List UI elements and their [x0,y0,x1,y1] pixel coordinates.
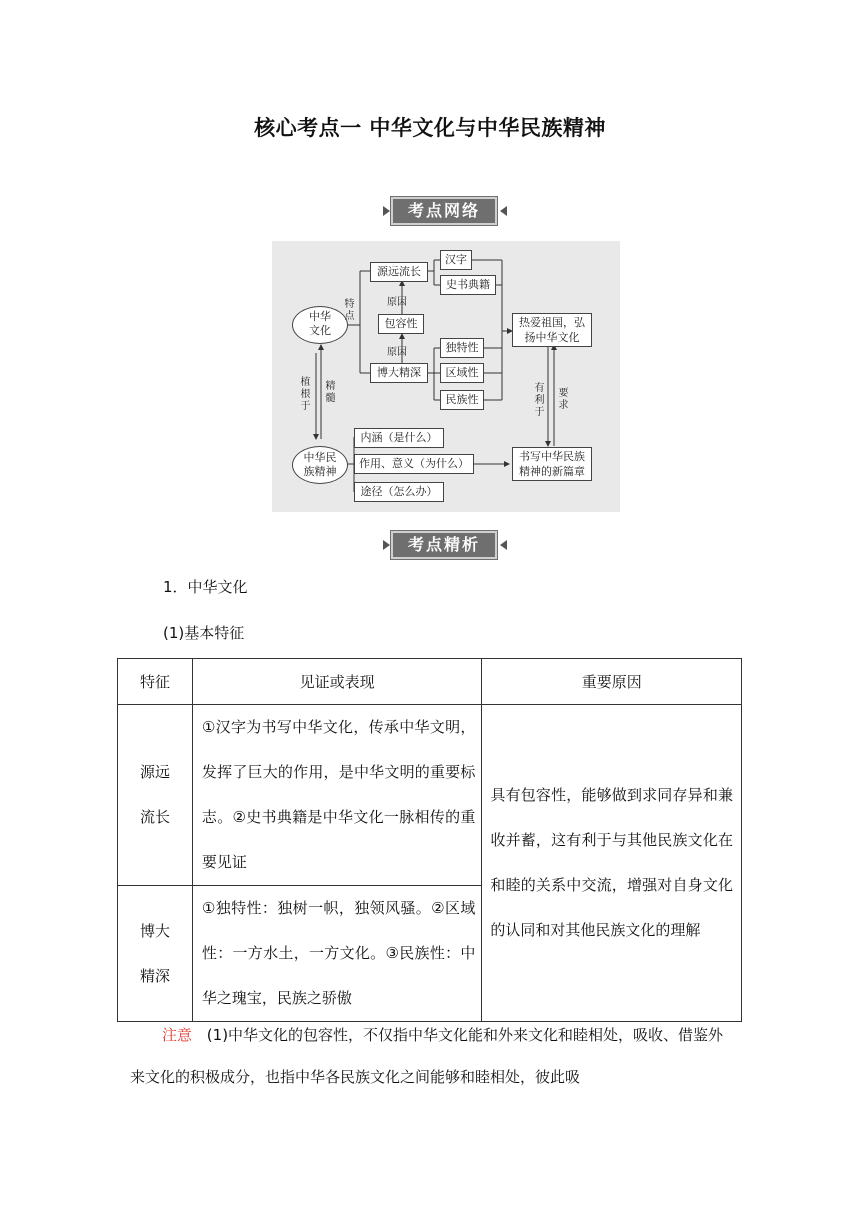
box-shuxie: 书写中华民族 精神的新篇章 [512,447,592,481]
ellipse-chinese-culture: 中华 文化 [292,306,348,344]
evidence-text: ①独特性：独树一帜，独领风骚。②区域性：一方水土，一方文化。③民族性：中华之瑰宝，民族之骄傲 [201,899,476,1007]
note-paragraph [130,1014,734,1098]
label-essence: 精 髓 [325,381,336,404]
table-cell-reason [482,705,742,1022]
box-baorong: 包容性 [378,314,424,334]
box-reai: 热爱祖国，弘 扬中华文化 [512,313,592,347]
box-neihan: 内涵（是什么） [354,428,444,448]
box-tujing: 途径（怎么办） [354,482,444,502]
right-arrow-icon [500,540,507,550]
banner-analysis [387,531,503,559]
box-minzu: 民族性 [440,390,484,410]
table-cell-feature: 源远 流长 [118,705,193,886]
page-title: 核心考点一 中华文化与中华民族精神 [254,116,606,140]
table-row [118,705,742,886]
ellipse-national-spirit: 中华民 族精神 [292,446,348,484]
banner-network [387,197,503,225]
box-dute: 独特性 [440,338,484,358]
box-boda: 博大精深 [370,363,428,383]
box-quyu: 区域性 [440,363,484,383]
label-cause-2: 原因 [387,347,407,358]
reason-text: 具有包容性，能够做到求同存异和兼收并蓄，这有利于与其他民族文化在和睦的关系中交流，增强对自身文化的认同和对其他民族文化的理解 [490,786,733,939]
left-arrow-icon [383,206,390,216]
right-arrow-icon [500,206,507,216]
features-table [117,658,742,1022]
label-require: 要 求 [558,388,569,411]
banner-network-label: 考点网络 [391,197,497,225]
note-text: (1)中华文化的包容性，不仅指中华文化能和外来文化和睦相处，吸收、借鉴外来文化的积极成分，也指中华各民族文化之间能够和睦相处，彼此吸 [130,1026,724,1086]
table-header-row [118,659,742,705]
left-arrow-icon [383,540,390,550]
evidence-text: ①汉字为书写中华文化，传承中华文明，发挥了巨大的作用，是中华文明的重要标志。②史书典籍是中华文化一脉相传的重要见证 [201,718,476,871]
label-rooted-in: 植 根 于 [300,377,311,412]
section-heading: 1．中华文化 [163,578,248,596]
table-header: 特征 [118,659,193,705]
concept-map [272,241,620,512]
label-traits: 特 点 [344,299,355,322]
table-header: 见证或表现 [192,659,482,705]
table-cell-evidence [192,705,482,886]
note-label: 注意 [162,1026,193,1044]
box-yuanyuan: 源远流长 [370,262,428,282]
table-cell-evidence [192,886,482,1022]
label-cause-1: 原因 [387,297,407,308]
label-beneficial: 有 利 于 [534,383,545,418]
box-shishu: 史书典籍 [440,275,496,295]
subsection-heading: (1)基本特征 [163,624,245,642]
table-header: 重要原因 [482,659,742,705]
box-zuoyong: 作用、意义（为什么） [354,454,474,474]
banner-analysis-label: 考点精析 [391,531,497,559]
table-cell-feature: 博大 精深 [118,886,193,1022]
box-hanzi: 汉字 [440,250,472,270]
